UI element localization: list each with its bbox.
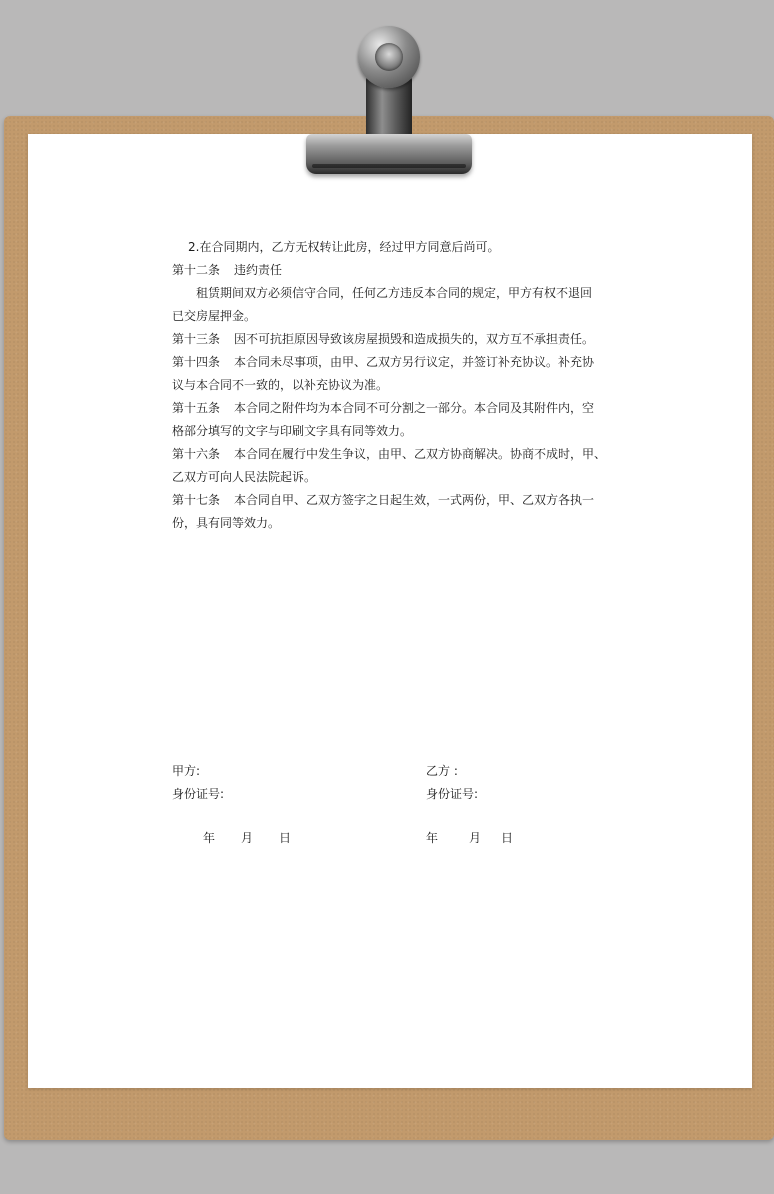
article-17-line-2: 份，具有同等效力。 (172, 516, 281, 530)
article-body: 本合同未尽事项，由甲、乙双方另行议定，并签订补充协议。补充协 (234, 355, 595, 369)
article-15-line-2: 格部分填写的文字与印刷文字具有同等效力。 (172, 424, 413, 438)
date-year-label: 年 (203, 831, 216, 845)
article-body: 本合同在履行中发生争议，由甲、乙双方协商解决。协商不成时，甲、 (234, 447, 607, 461)
party-a-signature (172, 760, 224, 806)
article-14-line-2: 议与本合同不一致的，以补充协议为准。 (172, 378, 389, 392)
binder-clip (296, 26, 480, 178)
party-b-date (426, 829, 513, 846)
date-month-label: 月 (241, 831, 254, 845)
party-a-id-label: 身份证号: (172, 787, 225, 801)
article-title: 违约责任 (234, 263, 283, 277)
paragraph-transfer-clause: 2.在合同期内，乙方无权转让此房，经过甲方同意后尚可。 (188, 240, 500, 254)
article-12-body-line-1: 租赁期间双方必须信守合同，任何乙方违反本合同的规定，甲方有权不退回 (196, 286, 593, 300)
article-16-line-2: 乙双方可向人民法院起诉。 (172, 470, 317, 484)
article-16-line-1 (172, 443, 612, 466)
article-body: 因不可抗拒原因导致该房屋损毁和造成损失的，双方互不承担责任。 (234, 332, 595, 346)
date-day-label: 日 (279, 831, 292, 845)
article-number: 第十六条 (172, 447, 221, 461)
party-b-id-label: 身份证号: (426, 787, 479, 801)
article-14-line-1 (172, 351, 612, 374)
article-body: 本合同自甲、乙双方签字之日起生效，一式两份，甲、乙双方各执一 (234, 493, 595, 507)
binder-clip-base (306, 134, 472, 174)
party-b-signature (426, 760, 478, 806)
article-12-body-line-2: 已交房屋押金。 (172, 309, 257, 323)
article-12-heading (172, 259, 612, 282)
date-year-label: 年 (426, 831, 439, 845)
article-15-line-1 (172, 397, 612, 420)
article-number: 第十二条 (172, 263, 221, 277)
article-number: 第十七条 (172, 493, 221, 507)
date-month-label: 月 (469, 831, 482, 845)
party-a-label: 甲方: (172, 764, 201, 778)
article-body: 本合同之附件均为本合同不可分割之一部分。本合同及其附件内，空 (234, 401, 595, 415)
article-17-line-1 (172, 489, 612, 512)
article-number: 第十四条 (172, 355, 221, 369)
date-day-label: 日 (501, 831, 514, 845)
binder-clip-ring (358, 26, 420, 88)
article-number: 第十三条 (172, 332, 221, 346)
article-13 (172, 328, 612, 351)
contract-text (172, 236, 612, 535)
article-number: 第十五条 (172, 401, 221, 415)
party-b-label: 乙方 : (426, 764, 458, 778)
party-a-date (203, 829, 291, 846)
